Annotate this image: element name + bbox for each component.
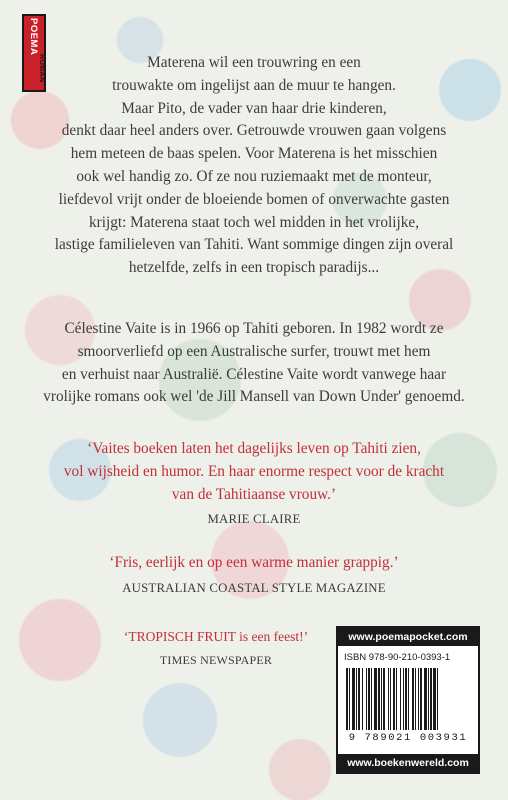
quote-source: AUSTRALIAN COASTAL STYLE MAGAZINE bbox=[122, 580, 386, 595]
isbn-text: ISBN 978-90-210-0393-1 bbox=[344, 652, 451, 663]
barcode-bar bbox=[405, 668, 407, 730]
barcode-bar bbox=[362, 668, 363, 730]
barcode-bar bbox=[352, 668, 355, 730]
blurb-line: denkt daar heel anders over. Getrouwde vrouwen gaan volgens bbox=[61, 122, 447, 140]
bio-line: en verhuist naar Australië. Célestine Vaite wordt vanwege haar bbox=[61, 365, 447, 383]
barcode-bar bbox=[396, 668, 397, 730]
quote-line: ‘Fris, eerlijk en op een warme manier grappig.’ bbox=[109, 554, 399, 571]
barcode-bar bbox=[358, 668, 360, 730]
blurb-line: Materena wil een trouwring en een bbox=[147, 54, 361, 71]
barcode-bar bbox=[388, 668, 389, 730]
review-quote-marie-claire bbox=[0, 438, 508, 527]
barcode-bar bbox=[383, 668, 385, 730]
barcode-bar bbox=[368, 668, 370, 730]
barcode-bar bbox=[415, 668, 416, 730]
barcode-panel bbox=[336, 626, 480, 774]
blurb-line: trouwakte om ingelijst aan de muur te hangen. bbox=[112, 76, 396, 94]
barcode-bars bbox=[346, 668, 472, 730]
logo-text-poema: POEMA bbox=[28, 18, 39, 56]
blurb-line: Maar Pito, de vader van haar drie kinderen, bbox=[121, 99, 387, 117]
review-quote-times bbox=[100, 626, 332, 668]
blurb-line: hetzelfde, zelfs in een tropisch paradijs... bbox=[128, 259, 380, 277]
quote-line: van de Tahitiaanse vrouw.’ bbox=[171, 485, 337, 503]
barcode-bar bbox=[393, 668, 395, 730]
blurb-line: hem meteen de baas spelen. Voor Materena is het misschien bbox=[70, 145, 438, 163]
quote-source: TIMES NEWSPAPER bbox=[159, 652, 273, 667]
barcode-bar bbox=[430, 668, 432, 730]
barcode-bar bbox=[378, 668, 380, 730]
barcode-bar bbox=[349, 668, 350, 730]
blurb-line: krijgt: Materena staat toch wel midden in het vrolijke, bbox=[88, 213, 420, 231]
barcode-bar bbox=[403, 668, 404, 730]
barcode-bar bbox=[366, 668, 367, 730]
barcode-bar bbox=[356, 668, 357, 730]
barcode-bar bbox=[371, 668, 372, 730]
barcode-bar bbox=[433, 668, 436, 730]
barcode-bar bbox=[408, 668, 409, 730]
publisher-url: www.poemapocket.com bbox=[338, 628, 478, 646]
barcode-bar bbox=[400, 668, 401, 730]
barcode-bar bbox=[418, 668, 419, 730]
barcode-bar bbox=[437, 668, 438, 730]
quote-line: ‘TROPISCH FRUIT is een feest!’ bbox=[123, 629, 309, 644]
quote-source: MARIE CLAIRE bbox=[207, 512, 301, 527]
barcode-bar bbox=[424, 668, 427, 730]
blurb-line: lastige familieleven van Tahiti. Want sommige dingen zijn overal bbox=[54, 236, 454, 254]
barcode-bar bbox=[381, 668, 382, 730]
barcode-bar bbox=[374, 668, 377, 730]
review-quote-coastal-style bbox=[0, 552, 508, 596]
blurb-line: liefdevol vrijt onder de bloeiende bomen of onverwachte gasten bbox=[58, 190, 450, 208]
bio-line: vrolijke romans ook wel 'de Jill Mansell van Down Under' genoemd. bbox=[43, 388, 465, 406]
bio-line: Célestine Vaite is in 1966 op Tahiti geboren. In 1982 wordt ze bbox=[64, 320, 444, 337]
quote-line: ‘Vaites boeken laten het dagelijks leven op Tahiti zien, bbox=[87, 440, 421, 457]
author-bio bbox=[0, 318, 508, 409]
bookstore-url: www.boekenwereld.com bbox=[338, 754, 478, 772]
barcode-digits: 9 789021 003931 bbox=[348, 732, 468, 744]
blurb-paragraph bbox=[0, 52, 508, 280]
bio-line: smoorverliefd op een Australische surfer, trouwt met hem bbox=[77, 342, 431, 360]
barcode-bar bbox=[412, 668, 414, 730]
barcode-bar bbox=[428, 668, 429, 730]
quote-line: vol wijsheid en humor. En haar enorme respect voor de kracht bbox=[63, 462, 445, 480]
blurb-line: ook wel handig zo. Of ze nou ruziemaakt met de monteur, bbox=[76, 167, 432, 185]
barcode-bar bbox=[420, 668, 422, 730]
barcode-bar bbox=[346, 668, 348, 730]
barcode-bar bbox=[390, 668, 391, 730]
logo-text-roman: ROMAN bbox=[38, 54, 45, 83]
